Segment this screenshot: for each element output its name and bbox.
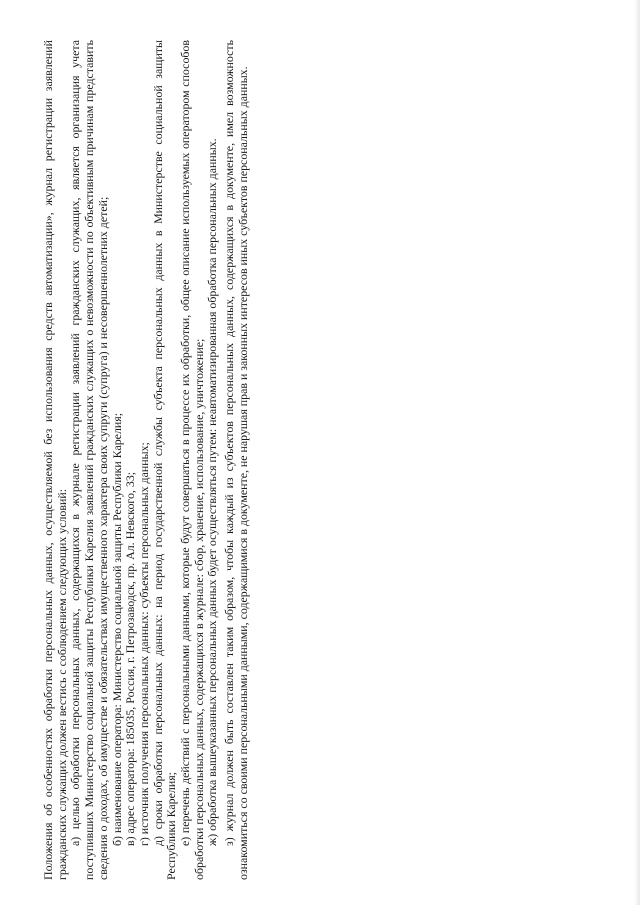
scan-edge-shadow bbox=[634, 0, 640, 905]
item-v-operator-address: в) адрес оператора: 185035, Россия, г. Петрозаводск, пр. Ал. Невского, 33; bbox=[123, 471, 138, 846]
intro-paragraph: Положения об особенностях обработки персональных данных, осуществляемой без использования средств автоматизации», журнал регистрации заявлений гражданских служащих должен вестись с соблюдением следующих условий: bbox=[41, 40, 69, 880]
item-zh-processing-method: ж) обработка вышеуказанных персональных данных будет осуществляться путем: неавтоматизированная обработка персональных данных. bbox=[205, 138, 220, 846]
item-d-processing-period: д) сроки обработки персональных данных: на период государственной службы субъекта персональных данных в Министерстве социальной защиты Республики Карелия; bbox=[150, 40, 179, 880]
item-a-purpose: а) целью обработки персональных данных, содержащихся в журнале регистрации заявлений гражданских служащих, является организация учета поступивших Министерство социальной защиты Республики Карелия заявлений гражданских служащих о невозможности по объективным причинам представить сведения о доходах, об имуществе и обязательствах имущественного характера своих супруги (супруга) и несовершеннолетних детей; bbox=[68, 40, 110, 880]
rotated-document-body bbox=[40, 40, 340, 880]
item-b-operator-name: б) наименование оператора: Министерство социальной защиты Республики Карелия; bbox=[109, 412, 124, 846]
item-e-actions-list: е) перечень действий с персональными данными, которые будут совершаться в процессе их обработки, общее описание используемых оператором способов обработки персональных данных, содержащихся в журнале: сбор, хранение, использование, уничтожение; bbox=[178, 40, 206, 880]
item-z-journal-requirement: з) журнал должен быть составлен таким образом, чтобы каждый из субъектов персональных данных, содержащихся в документе, имел возможность ознакомиться со своими персональными данными, содержащимися в документе, не нарушая прав и законных интересов иных субъектов персональных данных. bbox=[222, 40, 250, 880]
item-g-data-source: г) источник получения персональных данных: субъекты персональных данных; bbox=[136, 442, 151, 846]
